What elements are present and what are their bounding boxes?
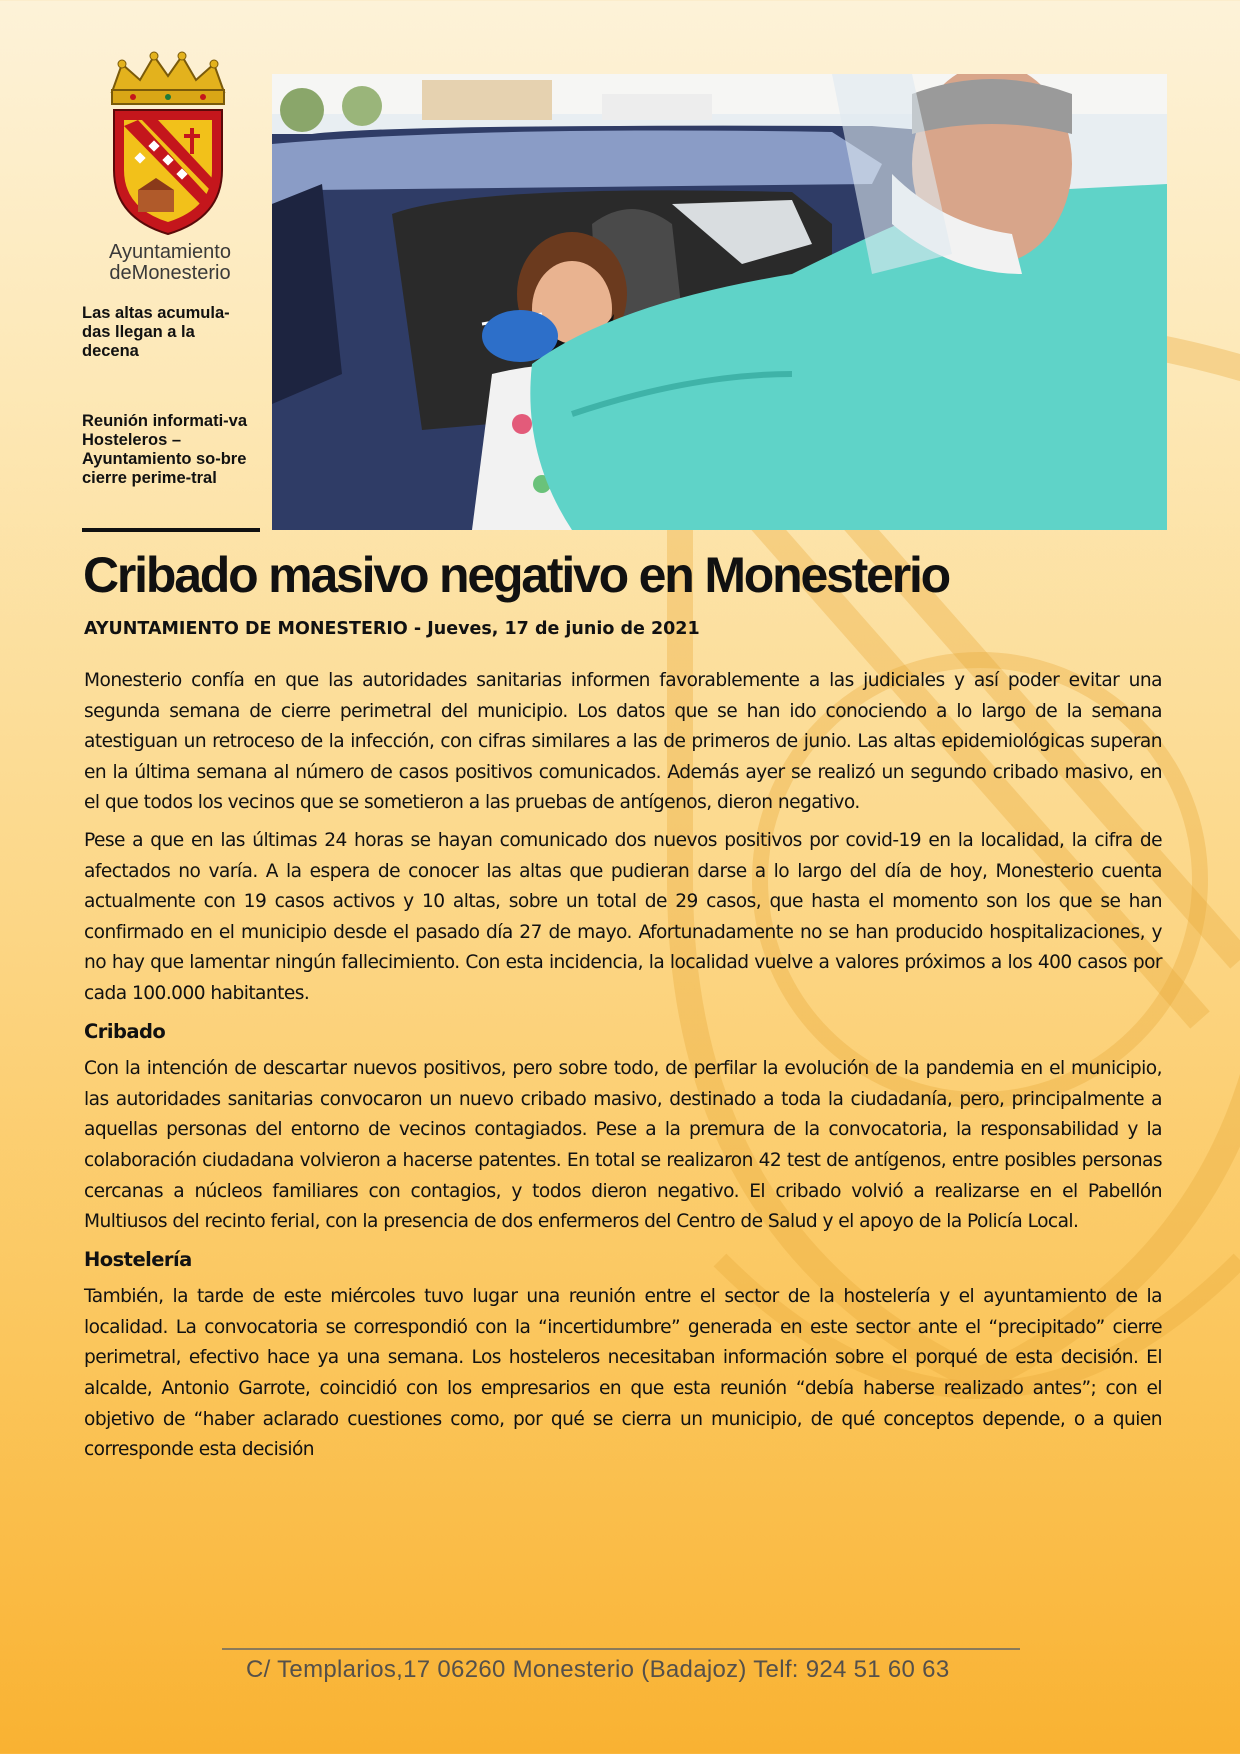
article-body [84, 666, 1162, 1473]
section-text-cribado: Con la intención de descartar nuevos positivos, pero sobre todo, de perfilar la evolución de la pandemia en el municipio, las autoridades sanitarias convocaron un nuevo cribado masivo, destinado a toda la ciudadanía, pero, principalmente a aquellas personas del entorno de vecinos contagiados. Pese a la premura de la convocatoria, la responsabilidad y la colaboración ciudadana volvieron a hacerse patentes. En total se realizaron 42 test de antígenos, entre posibles personas cercanas a núcleos familiares con contagios, y todos dieron negativo. El cribado volvió a realizarse en el Pabellón Multiusos del recinto ferial, con la presencia de dos enfermeros del Centro de Salud y el apoyo de la Policía Local. [84, 1058, 1162, 1233]
coat-of-arms-icon [98, 50, 238, 238]
article-photo [272, 74, 1167, 530]
article-byline: AYUNTAMIENTO DE MONESTERIO - Jueves, 17 de junio de 2021 [84, 619, 700, 639]
sidebar-divider [82, 528, 260, 532]
section-heading-hosteleria: Hostelería [84, 1247, 192, 1271]
sidebar-news-link-1[interactable]: Las altas acumula-das llegan a la decena [82, 304, 230, 360]
footer-divider [222, 1648, 1020, 1650]
logo-line-2: deMonesterio [109, 262, 231, 284]
article-headline: Cribado masivo negativo en Monesterio [83, 547, 950, 603]
municipal-logo [98, 50, 248, 290]
sidebar-news-link-2[interactable]: Reunión informati-va Hosteleros – Ayuntamiento so-bre cierre perime-tral [82, 412, 248, 487]
logo-line-1: Ayuntamiento [109, 241, 231, 263]
article-paragraph-1: Monesterio confía en que las autoridades sanitarias informen favorablemente a las judiciales y así poder evitar una segunda semana de cierre perimetral del municipio. Los datos que se han ido conociendo a lo largo de la semana atestiguan un retroceso de la infección, con cifras similares a las de primeros de junio. Las altas epidemiológicas superan en la última semana al número de casos positivos comunicados. Además ayer se realizó un segundo cribado masivo, en el que todos los vecinos que se sometieron a las pruebas de antígenos, dieron negativo. [84, 670, 1162, 814]
article-paragraph-2: Pese a que en las últimas 24 horas se hayan comunicado dos nuevos positivos por covid-19 en la localidad, la cifra de afectados no varía. A la espera de conocer las altas que pudieran darse a lo largo del día de hoy, Monesterio cuenta actualmente con 19 casos activos y 10 altas, sobre un total de 29 casos, que hasta el momento son los que se han confirmado en el municipio desde el pasado día 27 de mayo. Afortunadamente no se han producido hospitalizaciones, y no hay que lamentar ningún fallecimiento. Con esta incidencia, la localidad vuelve a valores próximos a los 400 casos por cada 100.000 habitantes. [84, 829, 1162, 1004]
section-heading-cribado: Cribado [84, 1019, 166, 1043]
footer-address: C/ Templarios,17 06260 Monesterio (Badajoz) Telf: 924 51 60 63 [246, 1656, 950, 1683]
section-text-hosteleria: También, la tarde de este miércoles tuvo lugar una reunión entre el sector de la hostelería y el ayuntamiento de la localidad. La convocatoria se correspondió con la “incertidumbre” generada en este sector ante el “precipitado” cierre perimetral, efectivo hace ya una semana. Los hosteleros necesitaban información sobre el porqué de esta decisión. El alcalde, Antonio Garrote, coincidió con los empresarios en que esta reunión “debía haberse realizado antes”; con el objetivo de “haber aclarado cuestiones como, por qué se cierra un municipio, de qué conceptos depende, o a quien corresponde esta decisión [84, 1286, 1162, 1461]
